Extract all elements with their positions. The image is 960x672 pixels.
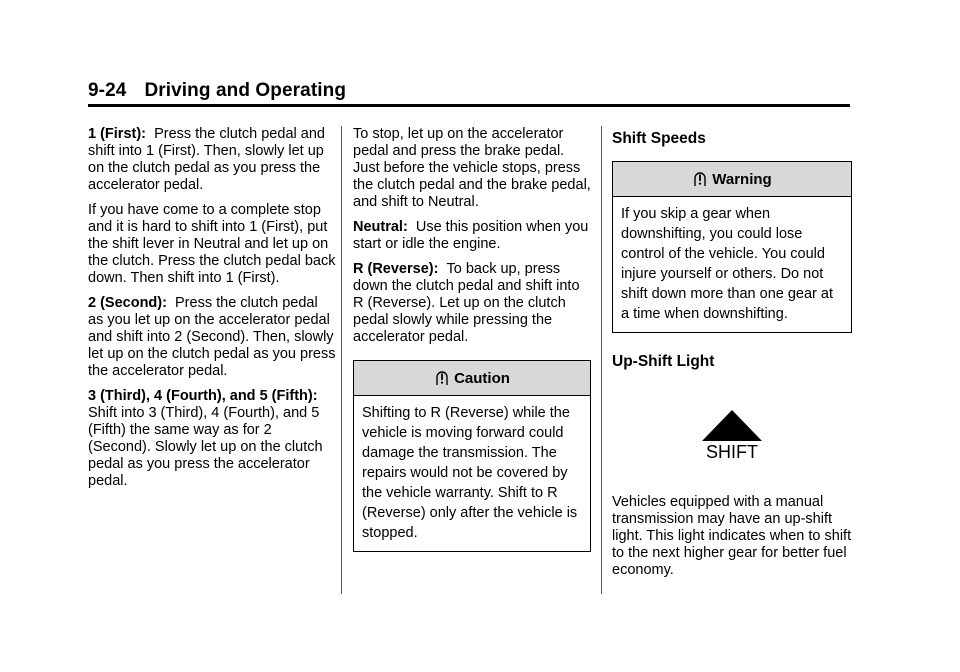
second-gear-text: Press the clutch pedal as you let up on the accelerator pedal and shift into 2 (Second). Then, slowly let up on the clutch pedal as you press the accelerator pedal. <box>88 295 336 379</box>
upshift-light-icon <box>700 410 764 460</box>
caution-title: Caution <box>454 369 510 387</box>
second-gear-label: 2 (Second): <box>88 295 167 311</box>
paragraph-neutral <box>353 219 591 253</box>
neutral-text: Use this position when you start or idle the engine. <box>353 219 589 252</box>
shift-speeds-title: Shift Speeds <box>612 130 706 147</box>
upshift-light-illustration <box>612 410 852 460</box>
first-gear-text: Press the clutch pedal and shift into 1 (First). Then, slowly let up on the clutch pedal as you press the accelerator pedal. <box>88 126 325 193</box>
paragraph-reverse <box>353 261 591 346</box>
paragraph-higher-gears <box>88 388 336 490</box>
page-header <box>88 80 346 102</box>
warning-title: Warning <box>712 170 772 188</box>
page-title: Driving and Operating <box>144 80 347 101</box>
warning-icon <box>692 170 708 188</box>
first-gear-label: 1 (First): <box>88 126 146 142</box>
caution-box <box>353 360 591 552</box>
column-2 <box>353 126 591 552</box>
upshift-light-text: Vehicles equipped with a manual transmission may have an up-shift light. This light indicates when to shift to the next higher gear for better fuel economy. <box>612 494 852 578</box>
upshift-light-label: SHIFT <box>706 442 758 460</box>
column-divider-1 <box>341 126 342 594</box>
neutral-label: Neutral: <box>353 219 408 235</box>
page-number: 9-24 <box>88 80 127 101</box>
column-1 <box>88 126 336 498</box>
column-divider-2 <box>601 126 602 594</box>
paragraph-second-gear <box>88 295 336 380</box>
warning-text: If you skip a gear when downshifting, you could lose control of the vehicle. You could injure yourself or others. Do not shift down more than one gear at a time when downshifting. <box>621 206 833 322</box>
caution-header <box>354 361 590 396</box>
caution-icon <box>434 369 450 387</box>
header-rule <box>88 104 850 107</box>
warning-header <box>613 162 851 197</box>
paragraph-first-gear <box>88 126 336 194</box>
paragraph-complete-stop: If you have come to a complete stop and it is hard to shift into 1 (First), put the shift lever in Neutral and let up on the clutch. Press the clutch pedal back down. Then shift into 1 (First). <box>88 202 336 286</box>
upshift-light-title: Up-Shift Light <box>612 353 715 370</box>
reverse-label: R (Reverse): <box>353 261 439 277</box>
higher-gears-text: Shift into 3 (Third), 4 (Fourth), and 5 (Fifth) the same way as for 2 (Second). Slowly let up on the clutch pedal as you press the accelerator pedal. <box>88 405 323 489</box>
paragraph-to-stop: To stop, let up on the accelerator pedal and press the brake pedal. Just before the vehicle stops, press the clutch pedal and the brake pedal, and shift to Neutral. <box>353 126 591 210</box>
higher-gears-label: 3 (Third), 4 (Fourth), and 5 (Fifth): <box>88 388 318 404</box>
reverse-text: To back up, press down the clutch pedal and shift into R (Reverse). Let up on the clutch pedal slowly while pressing the accelerator pedal. <box>353 261 580 345</box>
column-3 <box>612 126 852 587</box>
warning-box <box>612 161 852 333</box>
caution-text: Shifting to R (Reverse) while the vehicle is moving forward could damage the transmission. The repairs would not be covered by the vehicle warranty. Shift to R (Reverse) only after the vehicle is stopped. <box>362 405 578 541</box>
